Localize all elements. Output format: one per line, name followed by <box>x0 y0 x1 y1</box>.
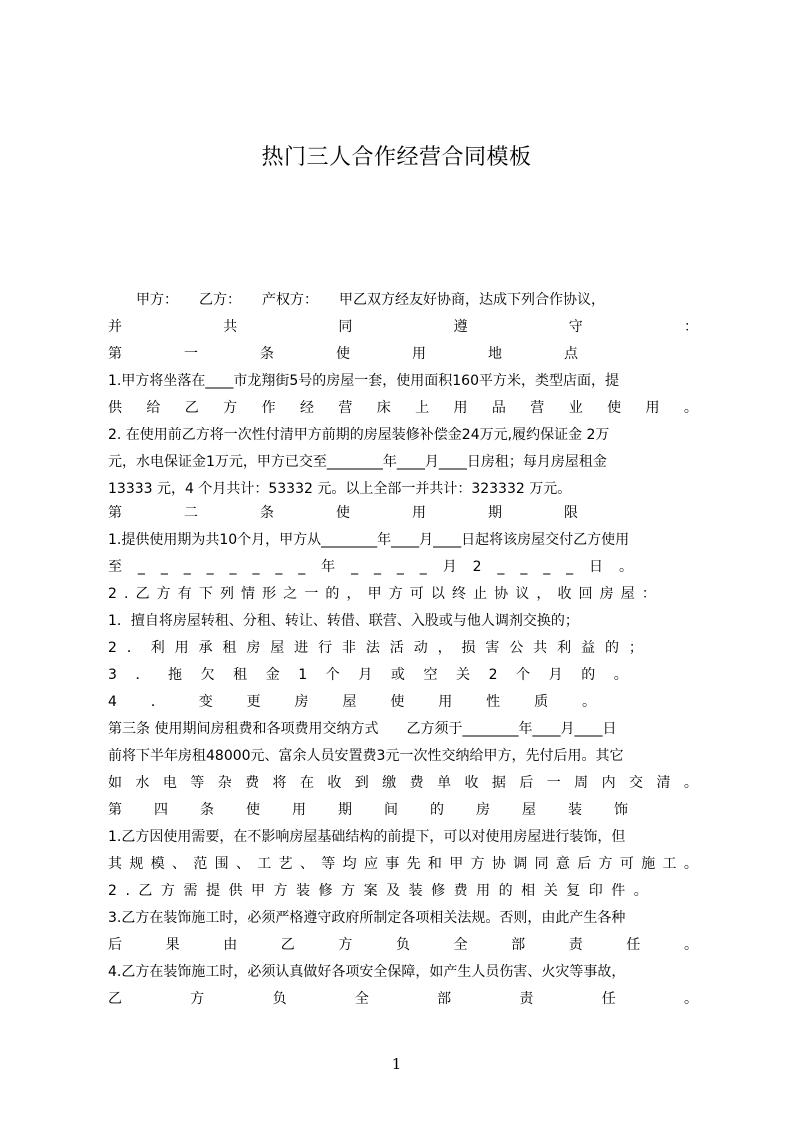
text-glyph: 需 <box>183 883 198 899</box>
text-glyph: 甲 <box>250 883 265 899</box>
text-glyph: 方 <box>338 937 353 953</box>
text-glyph: 责 <box>568 937 583 953</box>
text-glyph: 。 <box>581 694 596 710</box>
text-glyph: 工 <box>662 856 677 872</box>
text-glyph: 费 <box>409 775 424 791</box>
text-glyph: 杂 <box>217 775 232 791</box>
text-glyph: 负 <box>395 937 410 953</box>
text-glyph: 方 <box>598 856 613 872</box>
text-glyph: 房 <box>294 694 309 710</box>
text-glyph: 用 <box>412 505 426 521</box>
text-glyph: 终 <box>451 586 466 602</box>
text-glyph: 使 <box>607 400 622 416</box>
text-glyph: _ <box>206 559 214 575</box>
text-glyph: 全 <box>453 937 468 953</box>
text-glyph: 和 <box>427 856 442 872</box>
text-glyph: ， <box>346 586 361 602</box>
text-line-justified <box>108 314 698 340</box>
text-glyph: 可 <box>619 856 634 872</box>
section-heading <box>108 797 628 823</box>
text-glyph: 。 <box>633 883 648 899</box>
text-glyph: 4 <box>108 694 117 710</box>
text-glyph: ． <box>126 640 141 656</box>
text-glyph: _ <box>298 559 306 575</box>
text-glyph: 全 <box>354 991 369 1007</box>
text-glyph: _ <box>275 559 283 575</box>
text-glyph: 修 <box>318 883 333 899</box>
text-glyph: 部 <box>437 991 452 1007</box>
text-glyph: 印 <box>588 883 603 899</box>
text-glyph: 等 <box>321 856 336 872</box>
text-glyph: 如 <box>108 775 122 791</box>
text-glyph: 装 <box>568 802 582 818</box>
text-glyph: 用 <box>292 802 306 818</box>
text-glyph: 共 <box>533 640 548 656</box>
text-line-justified <box>108 878 648 904</box>
text-glyph: 使 <box>336 505 350 521</box>
text-glyph: 复 <box>566 883 581 899</box>
text-glyph: 周 <box>574 775 589 791</box>
text-glyph: 遵 <box>453 319 468 335</box>
text-line: 1.提供使用期为共10个月，甲方从________年____月____日起将该房屋交付乙方使用 <box>108 532 630 548</box>
text-glyph: 乙 <box>184 400 199 416</box>
text-glyph: 1 <box>298 667 308 683</box>
section-heading <box>108 500 578 526</box>
text-glyph: 下 <box>198 586 213 602</box>
text-glyph: 先 <box>406 856 421 872</box>
text-glyph: 等 <box>190 775 205 791</box>
text-glyph: 条 <box>260 346 274 362</box>
text-glyph: 均 <box>342 856 357 872</box>
text-glyph: 二 <box>184 505 198 521</box>
text-glyph: 2 <box>488 667 498 683</box>
text-glyph: 模 <box>150 856 165 872</box>
text-glyph: 经 <box>299 400 314 416</box>
text-glyph: 房 <box>476 802 490 818</box>
text-glyph: 规 <box>129 856 144 872</box>
text-glyph: 营 <box>530 400 545 416</box>
text-glyph: 用 <box>453 400 468 416</box>
text-glyph: 乙 <box>135 586 150 602</box>
text-glyph: 月 <box>358 667 373 683</box>
text-glyph: 。 <box>613 667 628 683</box>
text-glyph: 的 <box>430 802 444 818</box>
text-glyph: 给 <box>146 400 161 416</box>
text-glyph: 修 <box>431 883 446 899</box>
text-glyph: 3 <box>108 667 117 683</box>
text-glyph: 后 <box>108 937 122 953</box>
text-glyph: 损 <box>461 640 476 656</box>
text-glyph: 守 <box>568 319 583 335</box>
text-glyph: 金 <box>265 667 280 683</box>
text-glyph: 第 <box>108 505 122 521</box>
text-glyph: 利 <box>150 640 165 656</box>
text-line-justified <box>108 662 628 688</box>
text-glyph: 的 <box>498 883 513 899</box>
text-glyph: 负 <box>272 991 287 1007</box>
text-glyph: 作 <box>261 400 276 416</box>
text-glyph: 同 <box>534 856 549 872</box>
text-glyph: 床 <box>376 400 391 416</box>
text-glyph: 第 <box>108 802 122 818</box>
text-glyph: 行 <box>318 640 333 656</box>
text-glyph: 关 <box>543 883 558 899</box>
text-glyph: 屋 <box>522 802 536 818</box>
text-glyph: 更 <box>246 694 261 710</box>
text-line-justified <box>108 581 656 607</box>
text-glyph: 工 <box>257 856 272 872</box>
text-glyph: 果 <box>165 937 180 953</box>
text-glyph: 月 <box>548 667 563 683</box>
text-glyph: 房 <box>599 586 614 602</box>
text-glyph: 方 <box>160 883 175 899</box>
text-glyph: 艺 <box>278 856 293 872</box>
text-glyph: 的 <box>325 586 340 602</box>
text-glyph: 益 <box>581 640 596 656</box>
text-glyph: ， <box>437 640 452 656</box>
text-glyph: 供 <box>228 883 243 899</box>
text-glyph: _ <box>543 559 551 575</box>
text-glyph: 关 <box>456 667 471 683</box>
text-glyph: 用 <box>645 400 660 416</box>
text-line-justified <box>108 689 596 715</box>
text-glyph: 任 <box>626 937 641 953</box>
text-line-justified <box>108 770 698 796</box>
text-glyph: 方 <box>388 586 403 602</box>
text-glyph: 内 <box>601 775 616 791</box>
text-glyph: 限 <box>564 505 578 521</box>
text-glyph: 。 <box>683 856 698 872</box>
text-line: 13333 元，4 个月共计：53332 元。以上全部一并共计：323332 万元。 <box>108 481 572 497</box>
text-glyph: 可 <box>409 586 424 602</box>
text-line: 1．擅自将房屋转租、分租、转让、转借、联营、入股或与他人调剂交换的； <box>108 613 579 629</box>
text-line-justified <box>108 851 698 877</box>
text-glyph: 由 <box>223 937 238 953</box>
text-glyph: 房 <box>246 640 261 656</box>
text-line-justified <box>108 932 698 958</box>
text-glyph: 地 <box>488 346 502 362</box>
text-line-justified <box>108 635 643 661</box>
page-number: 1 <box>391 1055 402 1073</box>
text-glyph: 。 <box>683 775 698 791</box>
text-line: 前将下半年房租48000元、富余人员安置费3元一次性交纳给甲方，先付后用。其它 <box>108 748 624 764</box>
text-glyph: 清 <box>656 775 671 791</box>
text-line: 1.甲方将坐落在____市龙翔街5号的房屋一套，使用面积160平方米，类型店面，提 <box>108 373 619 389</box>
text-glyph: _ <box>229 559 237 575</box>
text-glyph: 的 <box>604 640 619 656</box>
text-glyph: 活 <box>389 640 404 656</box>
text-glyph: 、 <box>235 856 250 872</box>
text-glyph: 据 <box>491 775 506 791</box>
text-glyph: _ <box>373 559 381 575</box>
text-glyph: 间 <box>384 802 398 818</box>
text-glyph: 甲 <box>367 586 382 602</box>
text-glyph: 期 <box>338 802 352 818</box>
text-glyph: 业 <box>568 400 583 416</box>
text-glyph: 一 <box>546 775 561 791</box>
text-line-justified <box>108 395 698 421</box>
text-glyph: 屋 <box>270 640 285 656</box>
text-glyph: _ <box>160 559 168 575</box>
text-glyph: 动 <box>413 640 428 656</box>
text-glyph: 用 <box>438 694 453 710</box>
text-glyph: 部 <box>511 937 526 953</box>
text-glyph: 收 <box>464 775 479 791</box>
text-glyph: 将 <box>272 775 287 791</box>
text-glyph: 意 <box>555 856 570 872</box>
text-glyph: 用 <box>174 640 189 656</box>
text-glyph: 、 <box>171 856 186 872</box>
text-line: 4.乙方在装饰施工时，必须认真做好各项安全保障，如产生人员伤害、火灾等事故， <box>108 964 626 980</box>
text-glyph: 应 <box>363 856 378 872</box>
text-glyph: 并 <box>108 319 122 335</box>
text-glyph: 害 <box>485 640 500 656</box>
text-glyph: 一 <box>184 346 198 362</box>
text-glyph: 拖 <box>168 667 183 683</box>
text-glyph: 非 <box>341 640 356 656</box>
text-glyph: 、 <box>299 856 314 872</box>
text-line: 2. 在使用前乙方将一次性付清甲方前期的房屋装修补偿金24万元,履约保证金 2万 <box>108 427 610 443</box>
text-glyph: 止 <box>473 586 488 602</box>
text-glyph: 饰 <box>614 802 628 818</box>
text-glyph: _ <box>566 559 574 575</box>
text-glyph: 甲 <box>449 856 464 872</box>
text-glyph: 。 <box>683 991 698 1007</box>
text-glyph: 2 <box>108 883 117 899</box>
document-title: 热门三人合作经营合同模板 <box>261 145 532 170</box>
text-glyph: _ <box>520 559 528 575</box>
text-glyph: 协 <box>494 586 509 602</box>
section-heading <box>108 341 578 367</box>
text-glyph: 有 <box>177 586 192 602</box>
text-glyph: 品 <box>491 400 506 416</box>
text-glyph: 至 <box>108 559 122 575</box>
text-glyph: 条 <box>200 802 214 818</box>
text-glyph: _ <box>183 559 191 575</box>
text-glyph: 使 <box>246 802 260 818</box>
text-glyph: 法 <box>365 640 380 656</box>
text-glyph: 调 <box>513 856 528 872</box>
text-glyph: 议 <box>515 586 530 602</box>
text-glyph: 用 <box>476 883 491 899</box>
text-glyph: 责 <box>519 991 534 1007</box>
text-glyph: 后 <box>519 775 534 791</box>
text-glyph: _ <box>351 559 359 575</box>
text-glyph: 方 <box>223 400 238 416</box>
text-glyph: 四 <box>154 802 168 818</box>
text-glyph: 乙 <box>108 991 122 1007</box>
text-glyph: 及 <box>386 883 401 899</box>
text-glyph: 情 <box>241 586 256 602</box>
text-glyph: 同 <box>338 319 353 335</box>
text-line-justified <box>108 986 698 1012</box>
text-glyph: 围 <box>214 856 229 872</box>
text-glyph: 点 <box>564 346 578 362</box>
text-glyph: 屋 <box>620 586 635 602</box>
text-glyph: 条 <box>260 505 274 521</box>
text-glyph: 上 <box>415 400 430 416</box>
text-glyph: 范 <box>193 856 208 872</box>
text-glyph: _ <box>419 559 427 575</box>
text-glyph: 屋 <box>342 694 357 710</box>
text-glyph: . <box>125 883 130 899</box>
text-glyph: 收 <box>557 586 572 602</box>
text-glyph: 共 <box>223 319 238 335</box>
text-glyph: _ <box>137 559 145 575</box>
text-glyph: 交 <box>629 775 644 791</box>
text-glyph: 方 <box>190 991 205 1007</box>
text-glyph: 承 <box>198 640 213 656</box>
text-line: 1.乙方因使用需要，在不影响房屋基础结构的前提下，可以对使用房屋进行装饰，但 <box>108 829 626 845</box>
text-glyph: _ <box>396 559 404 575</box>
text-glyph: ， <box>536 586 551 602</box>
text-glyph: 施 <box>641 856 656 872</box>
text-glyph: 列 <box>219 586 234 602</box>
text-glyph: 营 <box>338 400 353 416</box>
text-glyph: 。 <box>683 400 698 416</box>
text-glyph: 单 <box>437 775 452 791</box>
text-glyph: 2 <box>108 640 117 656</box>
text-glyph: 件 <box>611 883 626 899</box>
text-glyph: 相 <box>521 883 536 899</box>
text-glyph: 事 <box>385 856 400 872</box>
text-glyph: 以 <box>430 586 445 602</box>
text-glyph: 或 <box>390 667 405 683</box>
text-glyph: 使 <box>336 346 350 362</box>
text-glyph: 公 <box>509 640 524 656</box>
text-glyph: 租 <box>222 640 237 656</box>
text-glyph: 利 <box>557 640 572 656</box>
text-glyph: 。 <box>618 559 633 575</box>
text-glyph: ： <box>683 319 698 335</box>
text-glyph: 个 <box>516 667 531 683</box>
text-glyph: 一 <box>304 586 319 602</box>
text-glyph: 形 <box>262 586 277 602</box>
text-glyph: . <box>124 586 129 602</box>
text-glyph: 月 <box>442 559 457 575</box>
text-glyph: 电 <box>162 775 177 791</box>
text-glyph: 协 <box>491 856 506 872</box>
text-glyph: 回 <box>578 586 593 602</box>
text-glyph: 2 <box>472 559 482 575</box>
text-glyph: _ <box>497 559 505 575</box>
text-glyph: 。 <box>683 937 698 953</box>
text-glyph: 欠 <box>200 667 215 683</box>
text-glyph: 后 <box>577 856 592 872</box>
text-glyph: 装 <box>296 883 311 899</box>
text-glyph: 费 <box>245 775 260 791</box>
text-glyph: 方 <box>341 883 356 899</box>
text-glyph: 的 <box>581 667 596 683</box>
text-glyph: _ <box>252 559 260 575</box>
text-glyph: 乙 <box>280 937 295 953</box>
text-glyph: 年 <box>321 559 336 575</box>
text-glyph: 租 <box>233 667 248 683</box>
text-glyph: 在 <box>299 775 314 791</box>
text-glyph: 费 <box>453 883 468 899</box>
text-glyph: 使 <box>390 694 405 710</box>
text-line-intro: 甲方： 乙方： 产权方： 甲乙双方经友好协商，达成下列合作协议， <box>108 292 605 308</box>
text-glyph: 提 <box>205 883 220 899</box>
text-glyph: 进 <box>294 640 309 656</box>
text-glyph: 2 <box>108 586 117 602</box>
text-glyph: 之 <box>283 586 298 602</box>
text-glyph: 日 <box>589 559 604 575</box>
text-line: 第三条 使用期间房租费和各项费用交纳方式 乙方须于________年____月____日 <box>108 721 617 737</box>
text-glyph: 质 <box>534 694 549 710</box>
text-glyph: 水 <box>135 775 150 791</box>
text-glyph: 个 <box>325 667 340 683</box>
text-glyph: 到 <box>354 775 369 791</box>
text-glyph: 第 <box>108 346 122 362</box>
text-glyph: 任 <box>601 991 616 1007</box>
text-glyph: 收 <box>327 775 342 791</box>
text-glyph: 期 <box>488 505 502 521</box>
text-glyph: 乙 <box>138 883 153 899</box>
text-glyph: 方 <box>156 586 171 602</box>
text-glyph: 其 <box>108 856 122 872</box>
text-glyph: 用 <box>412 346 426 362</box>
text-glyph: ． <box>135 667 150 683</box>
text-glyph: 变 <box>198 694 213 710</box>
text-glyph: 案 <box>363 883 378 899</box>
text-glyph: 供 <box>108 400 122 416</box>
text-glyph: 装 <box>408 883 423 899</box>
text-glyph: 方 <box>273 883 288 899</box>
text-glyph: ； <box>628 640 643 656</box>
text-line-justified <box>108 554 633 580</box>
text-glyph: 空 <box>423 667 438 683</box>
text-glyph: ： <box>641 586 656 602</box>
text-line: 3.乙方在装饰施工时，必须严格遵守政府所制定各项相关法规。否则，由此产生各种 <box>108 910 626 926</box>
text-line: 元，水电保证金1万元，甲方已交至________年____月____日房租；每月房屋租金 <box>108 454 607 470</box>
text-glyph: 方 <box>470 856 485 872</box>
text-glyph: ． <box>150 694 165 710</box>
text-glyph: 缴 <box>382 775 397 791</box>
text-glyph: 性 <box>486 694 501 710</box>
